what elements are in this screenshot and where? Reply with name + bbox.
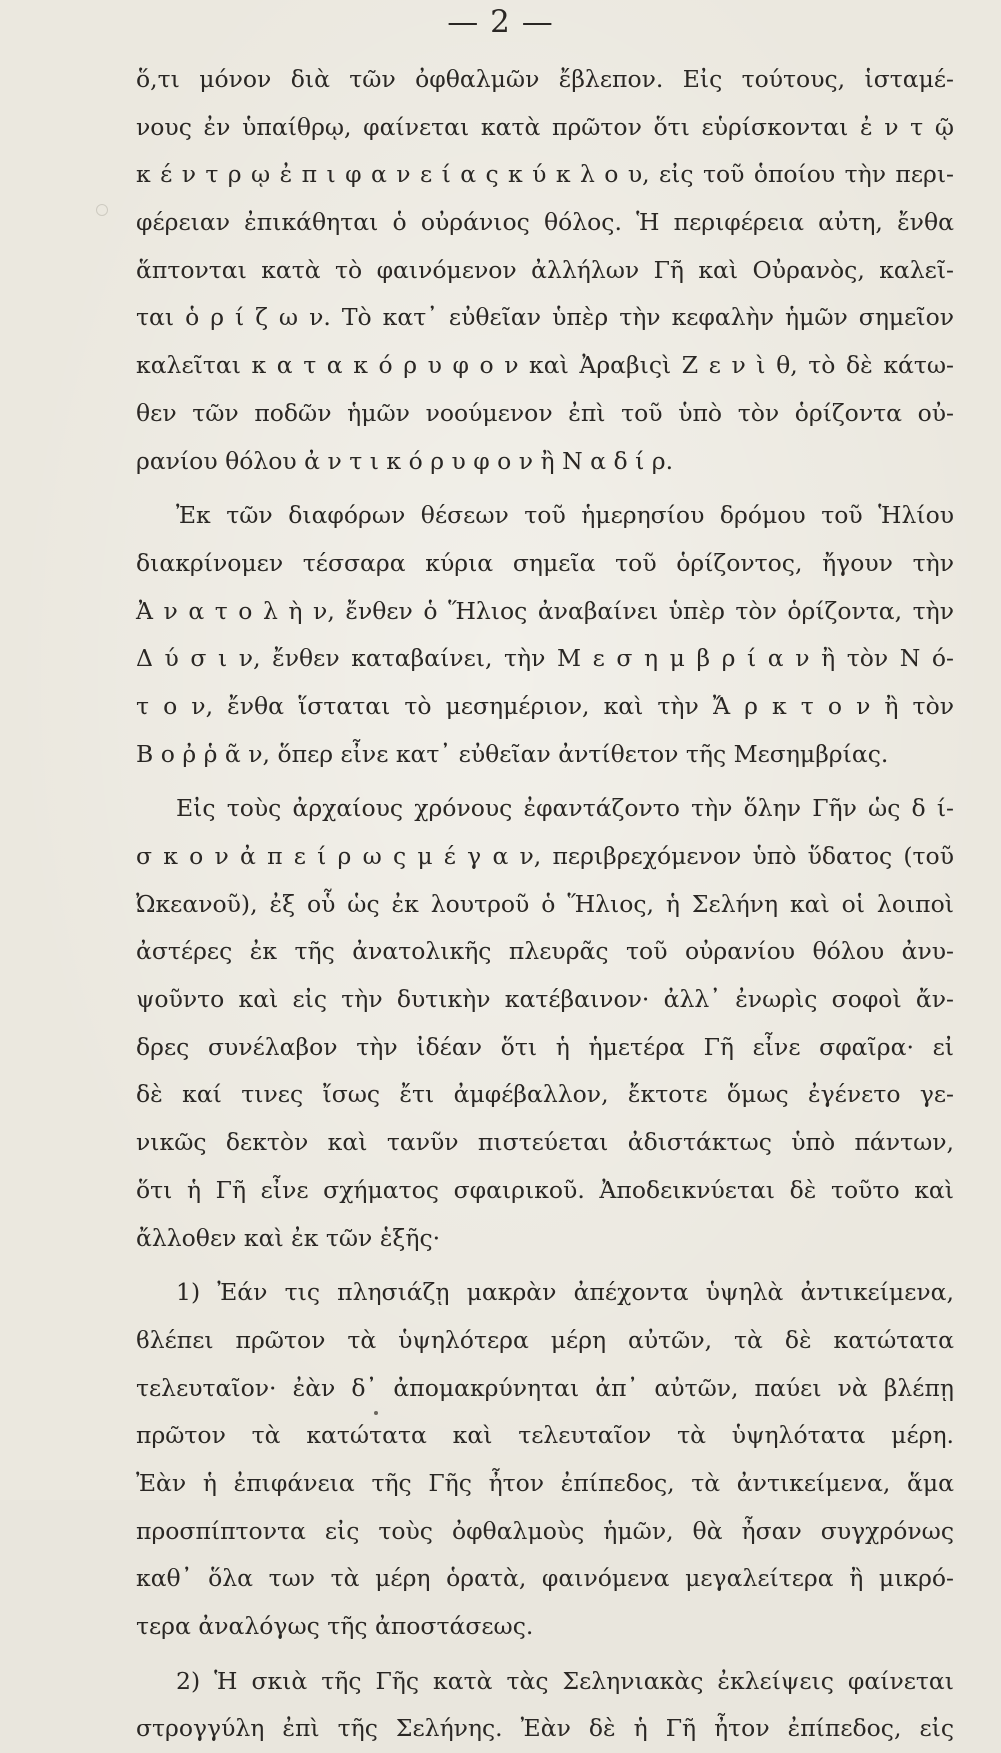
text-line: προσπίπτοντα εἰς τοὺς ὀφθαλμοὺς ἡμῶν, θὰ ἦσαν συγχρόνως	[136, 1516, 954, 1545]
text-line: ϐλέπει πρῶτον τὰ ὑψηλότερα μέρη αὐτῶν, τὰ δὲ κατώτατα	[136, 1325, 954, 1354]
text-line: ἄλλοθεν καὶ ἐκ τῶν ἑξῆς·	[136, 1223, 441, 1252]
text-line: κ έ ν τ ρ ῳ ἐ π ι φ α ν ε ί α ς κ ύ κ λ ο υ, εἰς τοῦ ὁποίου τὴν περι-	[136, 160, 954, 189]
text-line: ψοῦντο καὶ εἰς τὴν δυτικὴν κατέβαινον· ἀλλ᾽ ἐνωρὶς σοφοὶ ἄν-	[136, 985, 954, 1014]
text-line: θεν τῶν ποδῶν ἡμῶν νοούμενον ἐπὶ τοῦ ὑπὸ τὸν ὁρίζοντα οὐ-	[136, 398, 954, 427]
text-line: Δ ύ σ ι ν, ἔνθεν καταβαίνει, τὴν Μ ε σ η μ β ρ ί α ν ἢ τὸν Ν ό-	[136, 644, 954, 673]
text-line: Ἐὰν ἡ ἐπιφάνεια τῆς Γῆς ἦτον ἐπίπεδος, τὰ ἀντικείμενα, ἅμα	[136, 1468, 954, 1497]
text-line: ἅπτονται κατὰ τὸ φαινόμενον ἀλλήλων Γῆ καὶ Οὐρανὸς, καλεῖ-	[136, 255, 954, 284]
text-line: ἀστέρες ἐκ τῆς ἀνατολικῆς πλευρᾶς τοῦ οὐρανίου θόλου ἀνυ-	[136, 937, 954, 966]
ink-speck	[374, 1411, 378, 1415]
text-line: ὅ,τι μόνον διὰ τῶν ὀφθαλμῶν ἔβλεπον. Εἰς τούτους, ἱσταμέ-	[136, 65, 954, 93]
text-line: νους ἐν ὑπαίθρῳ, φαίνεται κατὰ πρῶτον ὅτι εὑρίσκονται ἐ ν τ ῷ	[136, 112, 954, 141]
text-line: Ἀ ν α τ ο λ ὴ ν, ἔνθεν ὁ Ἥλιος ἀναβαίνει ὑπὲρ τὸν ὁρίζοντα, τὴν	[136, 596, 954, 625]
text-line: πρῶτον τὰ κατώτατα καὶ τελευταῖον τὰ ὑψηλότατα μέρη.	[136, 1421, 954, 1450]
page-number: — 2 —	[447, 4, 554, 40]
text-line: διακρίνομεν τέσσαρα κύρια σημεῖα τοῦ ὁρίζοντος, ἤγουν τὴν	[136, 548, 954, 577]
text-line: Ἐκ τῶν διαφόρων θέσεων τοῦ ἡμερησίου δρόμου τοῦ Ἡλίου	[176, 501, 954, 530]
text-line: Β ο ῤ ῥ ᾶ ν, ὅπερ εἶνε κατ᾽ εὐθεῖαν ἀντίθετον τῆς Μεσημβρίας.	[136, 739, 889, 768]
text-line: καθ᾽ ὅλα των τὰ μέρη ὁρατὰ, φαινόμενα μεγαλείτερα ἢ μικρό-	[136, 1564, 954, 1593]
text-line: καλεῖται κ α τ α κ ό ρ υ φ ο ν καὶ Ἀραβιςὶ Ζ ε ν ὶ θ, τὸ δὲ κάτω-	[136, 351, 954, 380]
text-line: δὲ καί τινες ἴσως ἔτι ἀμφέβαλλον, ἔκτοτε ὅμως ἐγένετο γε-	[136, 1080, 954, 1109]
text-line: στρογγύλη ἐπὶ τῆς Σελήνης. Ἐὰν δὲ ἡ Γῆ ἦτον ἐπίπεδος, εἰς	[136, 1714, 954, 1743]
text-line: 1) Ἐάν τις πλησιάζῃ μακρὰν ἀπέχοντα ὑψηλὰ ἀντικείμενα,	[176, 1278, 954, 1307]
text-line: τ ο ν, ἔνθα ἵσταται τὸ μεσημέριον, καὶ τὴν Ἄ ρ κ τ ο ν ἢ τὸν	[136, 691, 954, 720]
text-line: Εἰς τοὺς ἀρχαίους χρόνους ἐφαντάζοντο τὴν ὅλην Γῆν ὡς δ ί-	[176, 794, 954, 823]
text-line: νικῶς δεκτὸν καὶ τανῦν πιστεύεται ἀδιστάκτως ὑπὸ πάντων,	[136, 1128, 954, 1157]
text-line: ρανίου θόλου ἀ ν τ ι κ ό ρ υ φ ο ν ἢ Ν α δ ί ρ.	[136, 446, 674, 475]
body-text	[136, 56, 954, 1753]
text-line: σ κ ο ν ἀ π ε ί ρ ω ς μ έ γ α ν, περιβρεχόμενον ὑπὸ ὕδατος (τοῦ	[136, 842, 954, 870]
text-line: ται ὁ ρ ί ζ ω ν. Τὸ κατ᾽ εὐθεῖαν ὑπὲρ τὴν κεφαλὴν ἡμῶν σημεῖον	[136, 303, 954, 332]
text-line: τερα ἀναλόγως τῆς ἀποστάσεως.	[136, 1612, 534, 1640]
text-line: δρες συνέλαβον τὴν ἰδέαν ὅτι ἡ ἡμετέρα Γῆ εἶνε σφαῖρα· εἰ	[136, 1032, 954, 1061]
text-line: ὅτι ἡ Γῆ εἶνε σχήματος σφαιρικοῦ. Ἀποδεικνύεται δὲ τοῦτο καὶ	[136, 1175, 954, 1204]
text-line: 2) Ἡ σκιὰ τῆς Γῆς κατὰ τὰς Σεληνιακὰς ἐκλείψεις φαίνεται	[176, 1666, 954, 1695]
text-line: Ὠκεανοῦ), ἐξ οὗ ὡς ἐκ λουτροῦ ὁ Ἥλιος, ἡ Σελήνη καὶ οἱ λοιποὶ	[136, 889, 954, 918]
binding-hole-mark	[96, 204, 108, 216]
text-line: τελευταῖον· ἐὰν δ᾽ ἀπομακρύνηται ἀπ᾽ αὐτῶν, παύει νὰ βλέπῃ	[136, 1373, 954, 1402]
text-line: φέρειαν ἐπικάθηται ὁ οὐράνιος θόλος. Ἡ περιφέρεια αὐτη, ἔνθα	[136, 208, 954, 237]
